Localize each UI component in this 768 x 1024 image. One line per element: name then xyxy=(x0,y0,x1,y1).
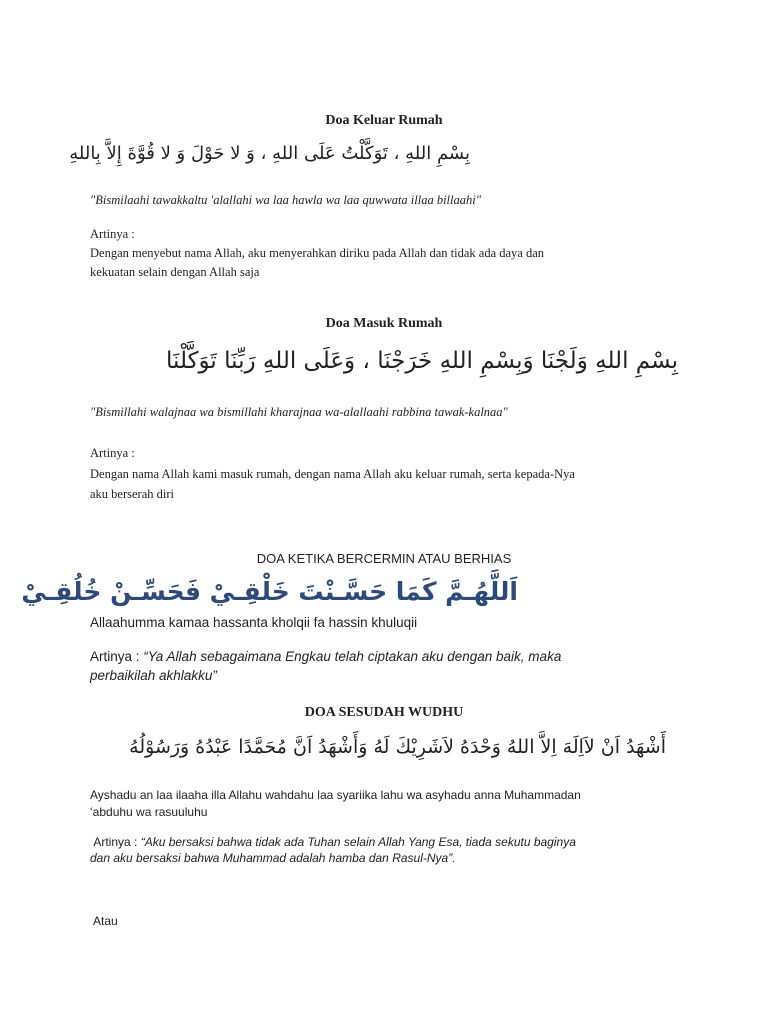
meaning-sesudah-wudhu xyxy=(90,834,576,866)
arabic-text-masuk-rumah: بِسْمِ اللهِ وَلَجْنَا وَبِسْمِ اللهِ خَرَجْنَا ، وَعَلَى اللهِ رَبِّنَا تَوَكَّلْنَا xyxy=(166,348,678,374)
arabic-text-keluar-rumah: بِسْمِ اللهِ ، تَوَكَّلْتُ عَلَى اللهِ ، وَ لا حَوْلَ وَ لا قُوَّةَ إِلاَّ بِاللهِ xyxy=(69,143,470,164)
meaning-label: Artinya : xyxy=(90,446,135,460)
latin-text-sesudah-wudhu xyxy=(90,787,581,821)
section-title-sesudah-wudhu: DOA SESUDAH WUDHU xyxy=(304,705,464,720)
meaning-line: Dengan nama Allah kami masuk rumah, dengan nama Allah aku keluar rumah, serta kepada-Nya xyxy=(90,467,575,481)
meaning-line: aku berserah diri xyxy=(90,487,174,501)
arabic-text-sesudah-wudhu: أَشْهَدُ اَنْ لاَاِلَهَ اِلاَّ اللهُ وَحْدَهُ لاَشَرِيْكَ لَهُ وَأَشْهَدُ اَنَّ مُحَمَّدًا عَبْدُهُ وَرَسُوْلُهُ xyxy=(129,736,666,758)
meaning-line: dan aku bersaksi bahwa Muhammad adalah hamba dan Rasul-Nya”. xyxy=(90,851,456,865)
meaning-line: Dengan menyebut nama Allah, aku menyerahkan diriku pada Allah dan tidak ada daya dan xyxy=(90,246,545,260)
section-title-bercermin: DOA KETIKA BERCERMIN ATAU BERHIAS xyxy=(256,551,512,566)
meaning-line: kekuatan selain dengan Allah saja xyxy=(90,265,260,279)
latin-text-masuk-rumah: "Bismillahi walajnaa wa bismillahi kharajnaa wa-alallaahi rabbina tawak-kalnaa" xyxy=(90,405,508,419)
meaning-label: Artinya : xyxy=(93,835,138,849)
meaning-bercermin xyxy=(90,647,561,685)
meaning-label: Artinya : xyxy=(90,649,140,664)
latin-text-keluar-rumah: "Bismilaahi tawakkaltu 'alallahi wa laa hawla wa laa quwwata illaa billaahi" xyxy=(90,193,481,207)
meaning-line: “Ya Allah sebagaimana Engkau telah ciptakan aku dengan baik, maka xyxy=(143,649,562,664)
meaning-label: Artinya : xyxy=(90,227,135,241)
latin-text-bercermin: Allaahumma kamaa hassanta kholqii fa hassin khuluqii xyxy=(90,615,418,630)
latin-line: ‘abduhu wa rasuuluhu xyxy=(90,805,208,819)
meaning-line: perbaikilah akhlakku” xyxy=(90,668,217,683)
section-title-masuk-rumah: Doa Masuk Rumah xyxy=(325,316,443,331)
footer-text: Atau xyxy=(93,914,118,928)
meaning-line: “Aku bersaksi bahwa tidak ada Tuhan selain Allah Yang Esa, tiada sekutu baginya xyxy=(140,835,576,849)
arabic-text-bercermin: اَللَّهُـمَّ كَمَا حَسَّـنْتَ خَلْقِـيْ فَحَسِّـنْ خُلُقِـيْ xyxy=(21,577,518,606)
latin-line: Ayshadu an laa ilaaha illa Allahu wahdahu laa syariika lahu wa asyhadu anna Muhammadan xyxy=(90,788,581,802)
section-title-keluar-rumah: Doa Keluar Rumah xyxy=(325,113,443,128)
